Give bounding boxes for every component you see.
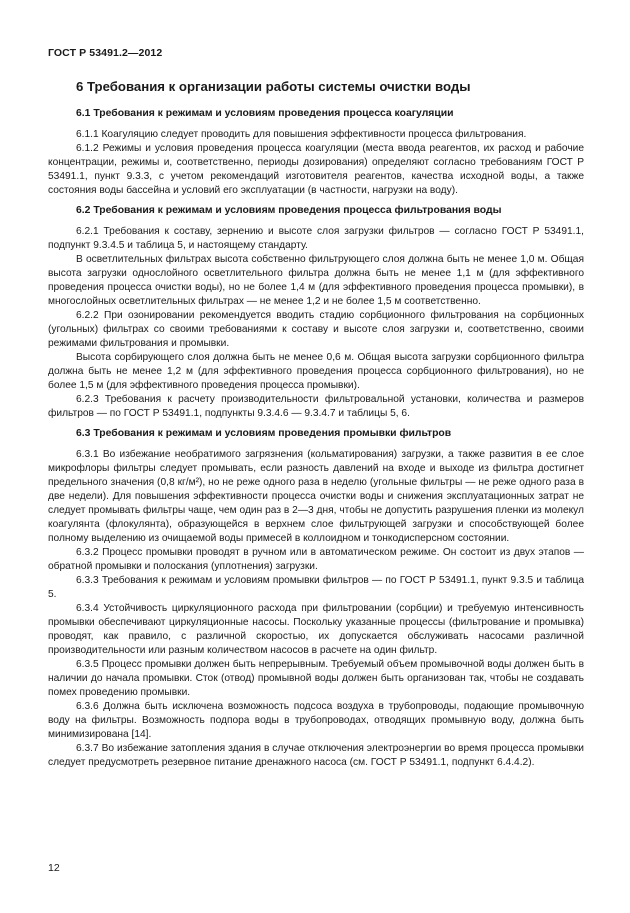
section-title: 6 Требования к организации работы системы очистки воды — [76, 79, 471, 94]
paragraph-6-2-2: 6.2.2 При озонировании рекомендуется вводить стадию сорбционного фильтрования на сорбционных (угольных) фильтрах со своими требованиями к составу и высоте слоя загрузки и, соответственно, своими режимами фильтрования и промывки. — [48, 310, 584, 349]
page-number: 12 — [48, 862, 60, 874]
paragraph-6-3-6: 6.3.6 Должна быть исключена возможность подсоса воздуха в трубопроводы, подающие промывочную воду на фильтры. Возможность подпора воды в трубопроводах, отводящих промывную воду, должна быть минимизирована [14]. — [48, 701, 584, 740]
paragraph-6-3-4: 6.3.4 Устойчивость циркуляционного расхода при фильтровании (сорбции) и требуемую интенсивность промывки обеспечивают циркуляционные насосы. Поскольку указанные процессы (фильтрование и промывка) проводят, как правило, с различной скоростью, их допускается обслуживать насосами различной производительности или разным количеством насосов в расчете на один фильтр. — [48, 603, 584, 656]
paragraph-6-2-2-b: Высота сорбирующего слоя должна быть не менее 0,6 м. Общая высота загрузки сорбционного фильтра должна быть не менее 1,2 м (для эффективного проведения процесса сорбционного фильтрования), но не более 1,5 м (для эффективного проведения процесса промывки). — [48, 352, 584, 391]
paragraph-6-3-7: 6.3.7 Во избежание затопления здания в случае отключения электроэнергии во время процесса промывки следует предусмотреть резервное питание дренажного насоса (см. ГОСТ Р 53491.1, подпункт 6.4.4.2). — [48, 743, 584, 768]
paragraph-6-3-2: 6.3.2 Процесс промывки проводят в ручном или в автоматическом режиме. Он состоит из двух этапов — обратной промывки и полоскания (уплотнения) загрузки. — [48, 547, 584, 572]
paragraph-6-3-3: 6.3.3 Требования к режимам и условиям промывки фильтров — по ГОСТ Р 53491.1, пункт 9.3.5 и таблица 5. — [48, 575, 584, 600]
page-content — [48, 78, 584, 770]
paragraph-6-2-1: 6.2.1 Требования к составу, зернению и высоте слоя загрузки фильтров — согласно ГОСТ Р 53491.1, подпункт 9.3.4.5 и таблица 5, и настоящему стандарту. — [48, 226, 584, 251]
paragraph-6-1-2: 6.1.2 Режимы и условия проведения процесса коагуляции (места ввода реагентов, их расход и рабочие концентрации, режимы и, соответственно, периоды дозирования) определяют согласно требованиям ГОСТ Р 53491.1, пункт 9.3.3, с учетом рекомендаций изготовителя реагентов, качества исходной воды, а также состояния воды бассейна и условий его эксплуатации (в частности, нагрузки на воду). — [48, 143, 584, 196]
paragraph-6-3-5: 6.3.5 Процесс промывки должен быть непрерывным. Требуемый объем промывочной воды должен быть в наличии до начала промывки. Сток (отвод) промывной воды должен быть организован так, чтобы не создавать помех проведению промывки. — [48, 659, 584, 698]
running-header: ГОСТ Р 53491.2—2012 — [48, 47, 163, 59]
paragraph-6-3-1: 6.3.1 Во избежание необратимого загрязнения (кольматирования) загрузки, а также развития в ее слое микрофлоры фильтры следует промывать, если разность давлений на входе и выходе из фильтра достигнет предельного значения (0,8 кг/м²), но не реже одного раза в неделю (угольные фильтры — не реже одного раза в две недели). Для повышения эффективности процесса очистки воды и снижения эксплуатационных затрат не следует промывать фильтры чаще, чем один раз в 2—3 дня, чтобы не допустить разрушения пленки из молекул коагулянта (флокулянта), образующейся в верхнем слое фильтрующей загрузки и способствующей более полному выделению из очищаемой воды примесей в коллоидном и тонкодисперсном состоянии. — [48, 449, 584, 544]
paragraph-6-2-3: 6.2.3 Требования к расчету производительности фильтровальной установки, количества и размеров фильтров — по ГОСТ Р 53491.1, подпункты 9.3.4.6 — 9.3.4.7 и таблицы 5, 6. — [48, 394, 584, 419]
paragraph-6-1-1: 6.1.1 Коагуляцию следует проводить для повышения эффективности процесса фильтрования. — [76, 129, 527, 140]
subsection-title-6-3: 6.3 Требования к режимам и условиям проведения промывки фильтров — [76, 428, 452, 439]
subsection-title-6-2: 6.2 Требования к режимам и условиям проведения процесса фильтрования воды — [76, 205, 502, 216]
subsection-title-6-1: 6.1 Требования к режимам и условиям проведения процесса коагуляции — [76, 108, 454, 119]
paragraph-6-2-1-b: В осветлительных фильтрах высота собственно фильтрующего слоя должна быть не менее 1,0 м. Общая высота загрузки однослойного осветлительного фильтра должна быть не менее 1,1 м (для эффективного проведения процесса очистки воды), но не более 1,4 м (для эффективного проведения процесса промывки), в многослойных осветлительных фильтрах — не менее 1,2 и не более 1,5 м соответственно. — [48, 254, 584, 307]
